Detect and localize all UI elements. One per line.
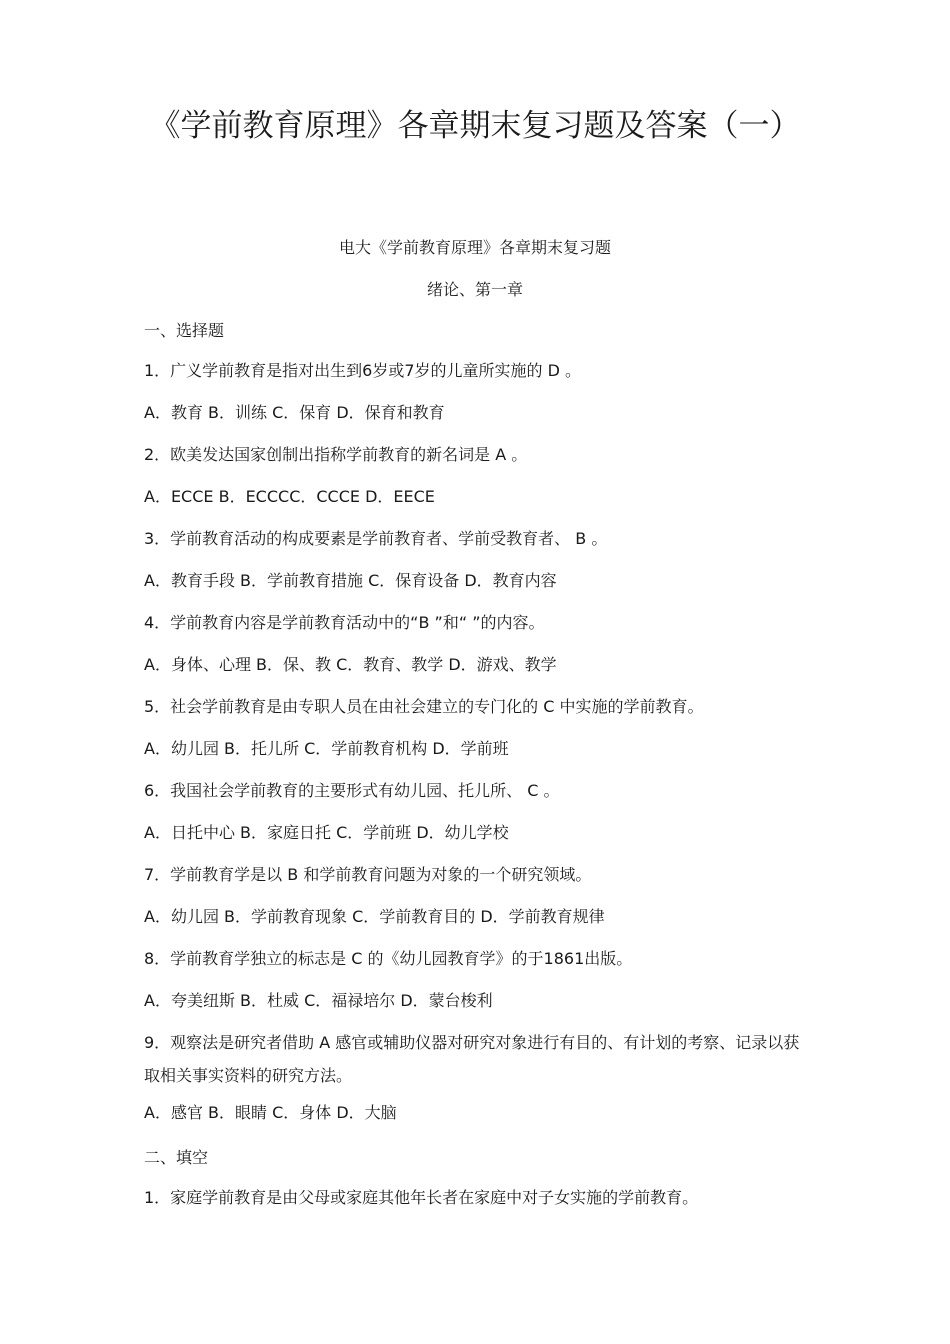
document-title: 《学前教育原理》各章期末复习题及答案（一） <box>149 108 801 144</box>
question-line: 6．我国社会学前教育的主要形式有幼儿园、托儿所、 C 。 <box>144 781 560 800</box>
options-line: A．幼儿园 B．托儿所 C．学前教育机构 D．学前班 <box>144 739 509 758</box>
fill-line: 1．家庭学前教育是由父母或家庭其他年长者在家庭中对子女实施的学前教育。 <box>144 1188 699 1207</box>
options-line: A．ECCE B．ECCCC．CCCE D．EECE <box>144 487 435 506</box>
options-line: A．身体、心理 B．保、教 C．教育、教学 D．游戏、教学 <box>144 655 557 674</box>
question-line: 7．学前教育学是以 B 和学前教育问题为对象的一个研究领域。 <box>144 865 592 884</box>
section-heading-choice: 一、选择题 <box>144 321 225 340</box>
question-line: 3．学前教育活动的构成要素是学前教育者、学前受教育者、 B 。 <box>144 529 608 548</box>
question-line: 2．欧美发达国家创制出指称学前教育的新名词是 A 。 <box>144 445 528 464</box>
question-line: 1．广义学前教育是指对出生到6岁或7岁的儿童所实施的 D 。 <box>144 361 582 380</box>
document-subtitle: 电大《学前教育原理》各章期末复习题 <box>338 238 611 257</box>
question-line-q9: 9．观察法是研究者借助 A 感官或辅助仪器对研究对象进行有目的、有计划的考察、记录以获取相关事实资料的研究方法。 <box>144 1033 800 1085</box>
question-line: 4．学前教育内容是学前教育活动中的“B ”和“ ”的内容。 <box>144 613 545 632</box>
options-line: A．夸美纽斯 B．杜威 C．福禄培尔 D．蒙台梭利 <box>144 991 493 1010</box>
question-line: 5．社会学前教育是由专职人员在由社会建立的专门化的 C 中实施的学前教育。 <box>144 697 704 716</box>
section-heading-fill: 二、填空 <box>144 1148 209 1167</box>
options-line: A．日托中心 B．家庭日托 C．学前班 D．幼儿学校 <box>144 823 509 842</box>
options-line: A．感官 B．眼睛 C．身体 D．大脑 <box>144 1103 397 1122</box>
options-line: A．幼儿园 B．学前教育现象 C．学前教育目的 D．学前教育规律 <box>144 907 605 926</box>
options-line: A．教育 B．训练 C．保育 D．保育和教育 <box>144 403 445 422</box>
options-line: A．教育手段 B．学前教育措施 C．保育设备 D．教育内容 <box>144 571 557 590</box>
chapter-heading: 绪论、第一章 <box>426 280 523 299</box>
question-line: 8．学前教育学独立的标志是 C 的《幼儿园教育学》的于1861出版。 <box>144 949 633 968</box>
